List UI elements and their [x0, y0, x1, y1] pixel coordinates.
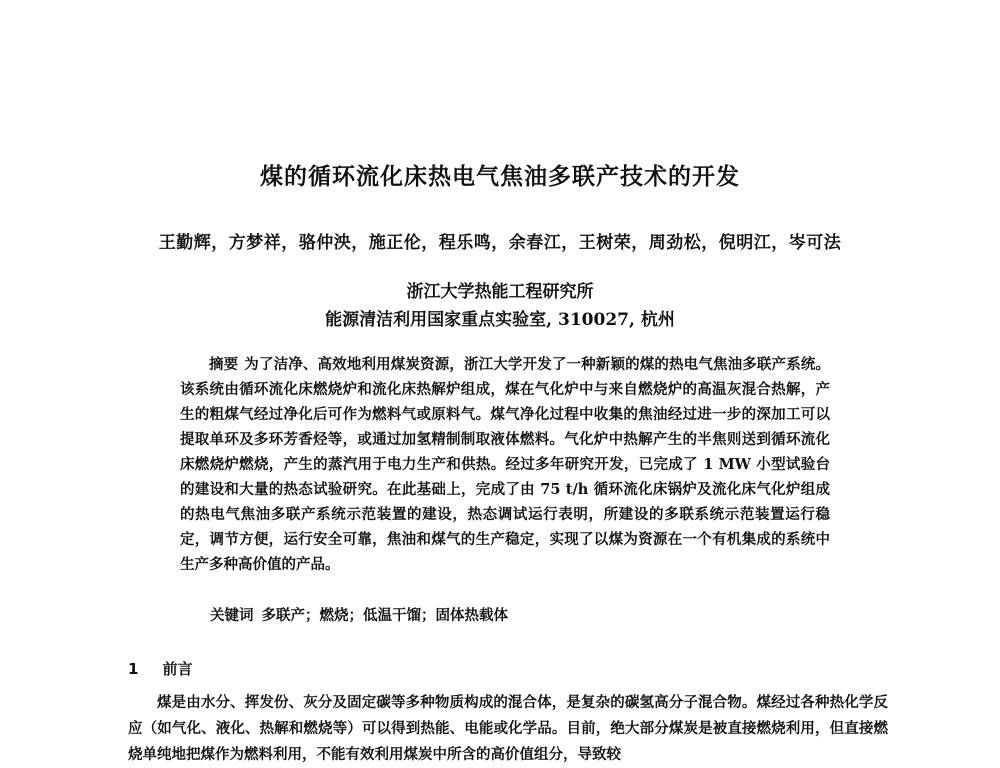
affiliation-institute: 浙江大学热能工程研究所	[406, 282, 594, 302]
section-title: 前言	[162, 660, 193, 678]
keywords-label: 关键词	[210, 607, 254, 624]
section-heading	[128, 658, 192, 679]
abstract-text: 为了洁净、高效地利用煤炭资源，浙江大学开发了一种新颖的煤的热电气焦油多联产系统。该系统由循环流化床燃烧炉和流化床热解炉组成，煤在气化炉中与来自燃烧炉的高温灰混合热解，产生的粗煤气经过净化后可作为燃料气或原料气。煤气净化过程中收集的焦油经过进一步的深加工可以提取单环及多环芳香烃等，或通过加氢精制制取液体燃料。气化炉中热解产生的半焦则送到循环流化床燃烧炉燃烧，产生的蒸汽用于电力生产和供热。经过多年研究开发，已完成了 1 MW 小型试验台的建设和大量的热态试验研究。在此基础上，完成了由 75 t/h 循环流化床锅炉及流化床气化炉组成的热电气焦油多联产系统示范装置的建设，热态调试运行表明，所建设的多联系统示范装置运行稳定，调节方便，运行安全可靠，焦油和煤气的生产稳定，实现了以煤为资源在一个有机集成的系统中生产多种高价值的产品。	[180, 356, 831, 573]
keywords-text: 多联产；燃烧；低温干馏；固体热载体	[261, 607, 508, 624]
abstract-label: 摘要	[209, 356, 239, 373]
author-list: 王勤辉，方梦祥，骆仲泱，施正伦，程乐鸣，余春江，王树荣，周劲松，倪明江，岑可法	[158, 233, 842, 253]
section-number: 1	[128, 660, 139, 678]
abstract	[180, 352, 830, 577]
body-paragraph: 煤是由水分、挥发份、灰分及固定碳等多种物质构成的混合体，是复杂的碳氢高分子混合物。煤经过各种热化学反应（如气化、液化、热解和燃烧等）可以得到热能、电能或化学品。目前，绝大部分煤炭是被直接燃烧利用，但直接燃烧单纯地把煤作为燃料利用，不能有效利用煤炭中所含的高价值组分，导致较	[128, 694, 888, 763]
affiliation-lab: 能源清洁利用国家重点实验室, 310027, 杭州	[325, 310, 675, 330]
paper-title: 煤的循环流化床热电气焦油多联产技术的开发	[260, 164, 740, 190]
keywords	[210, 604, 508, 625]
